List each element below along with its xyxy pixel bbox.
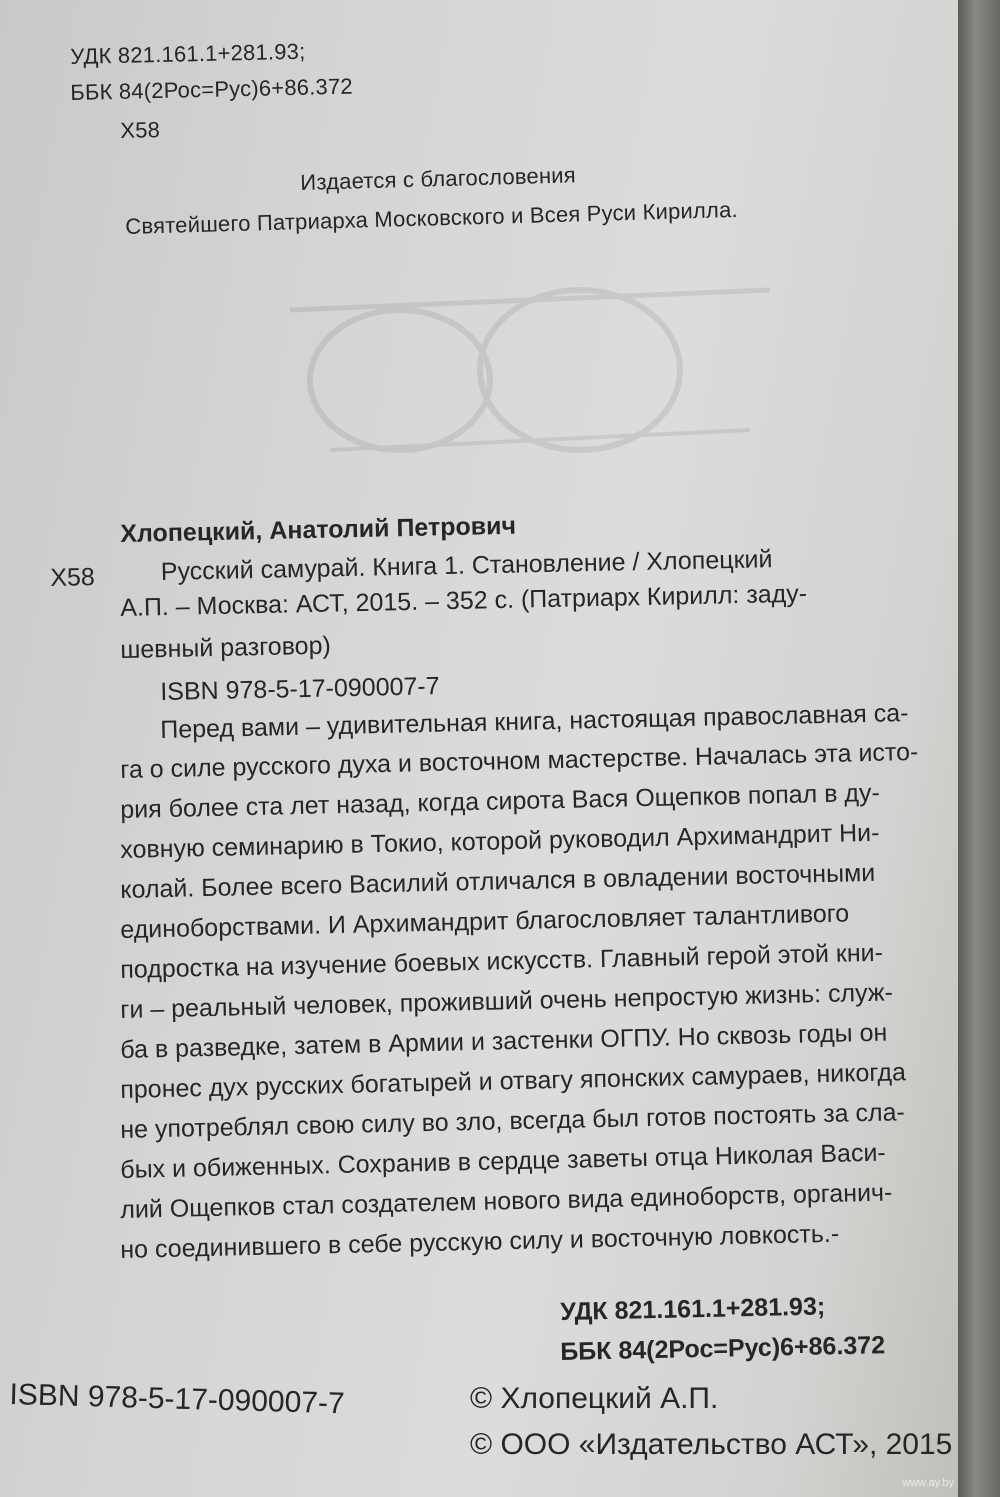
annotation-line: ба в разведке, затем в Армии и застенки ОГПУ. Но сквозь годы он — [120, 1018, 888, 1064]
udk-code-top: УДК 821.161.1+281.93; — [70, 38, 306, 69]
bbk-code-bottom: ББК 84(2Рос=Рус)6+86.372 — [560, 1331, 886, 1366]
copyright-author: © Хлопецкий А.П. — [470, 1382, 719, 1415]
annotation-line: подростка на изучение боевых искусств. Главный герой этой кни- — [120, 938, 884, 984]
annotation-line: ги – реальный человек, проживший очень непростую жизнь: служ- — [120, 978, 894, 1024]
annotation-line: пронес дух русских богатырей и отвагу японских самураев, никогда — [120, 1058, 907, 1104]
bbk-code-top: ББК 84(2Рос=Рус)6+86.372 — [70, 73, 354, 105]
show-through-watermark-icon — [250, 250, 810, 470]
annotation-line: колай. Более всего Василий отличался в овладении восточными — [120, 858, 876, 904]
annotation-line: га о силе русского духа и восточном мастерстве. Началась эта исто- — [120, 737, 919, 784]
record-author-mark: Х58 — [50, 563, 96, 592]
annotation-line: единоборствами. И Архимандрит благословляет талантливого — [120, 899, 850, 944]
annotation-line: рия более ста лет назад, когда сирота Вася Ощепков попал в ду- — [120, 778, 881, 824]
annotation-line: лий Ощепков стал создателем нового вида единоборств, органич- — [120, 1178, 893, 1224]
annotation-line: Перед вами – удивительная книга, настоящая православная са- — [160, 699, 909, 744]
annotation-line: но соединившего в себе русскую силу и восточную ловкость.- — [120, 1219, 840, 1264]
annotation-line: бых и обиженных. Сохранив в сердце заветы отца Николая Васи- — [120, 1138, 887, 1184]
annotation-line: не употреблял свою силу во зло, всегда был готов постоять за сла- — [120, 1098, 906, 1144]
footer-isbn: ISBN 978-5-17-090007-7 — [9, 1378, 346, 1421]
author-mark-top: Х58 — [120, 117, 161, 143]
annotation-line: ховную семинарию в Токио, которой руководил Архимандрит Ни- — [120, 818, 880, 864]
photo-watermark: www.ay.by — [902, 1477, 954, 1489]
record-author: Хлопецкий, Анатолий Петрович — [120, 511, 517, 548]
record-title-line-1: Русский самурай. Книга 1. Становление / Хлопецкий — [160, 545, 773, 586]
copyright-publisher: © ООО «Издательство АСТ», 2015 — [470, 1428, 953, 1461]
record-title-line-3: шевный разговор) — [120, 631, 332, 664]
record-title-line-2: А.П. – Москва: АСТ, 2015. – 352 с. (Патриарх Кирилл: заду- — [120, 579, 808, 622]
udk-code-bottom: УДК 821.161.1+281.93; — [560, 1292, 826, 1326]
blessing-line-2: Святейшего Патриарха Московского и Всея Руси Кирилла. — [125, 196, 739, 239]
blessing-line-1: Издается с благословения — [300, 162, 577, 195]
record-isbn: ISBN 978-5-17-090007-7 — [160, 672, 440, 706]
book-edge — [958, 0, 1000, 1497]
